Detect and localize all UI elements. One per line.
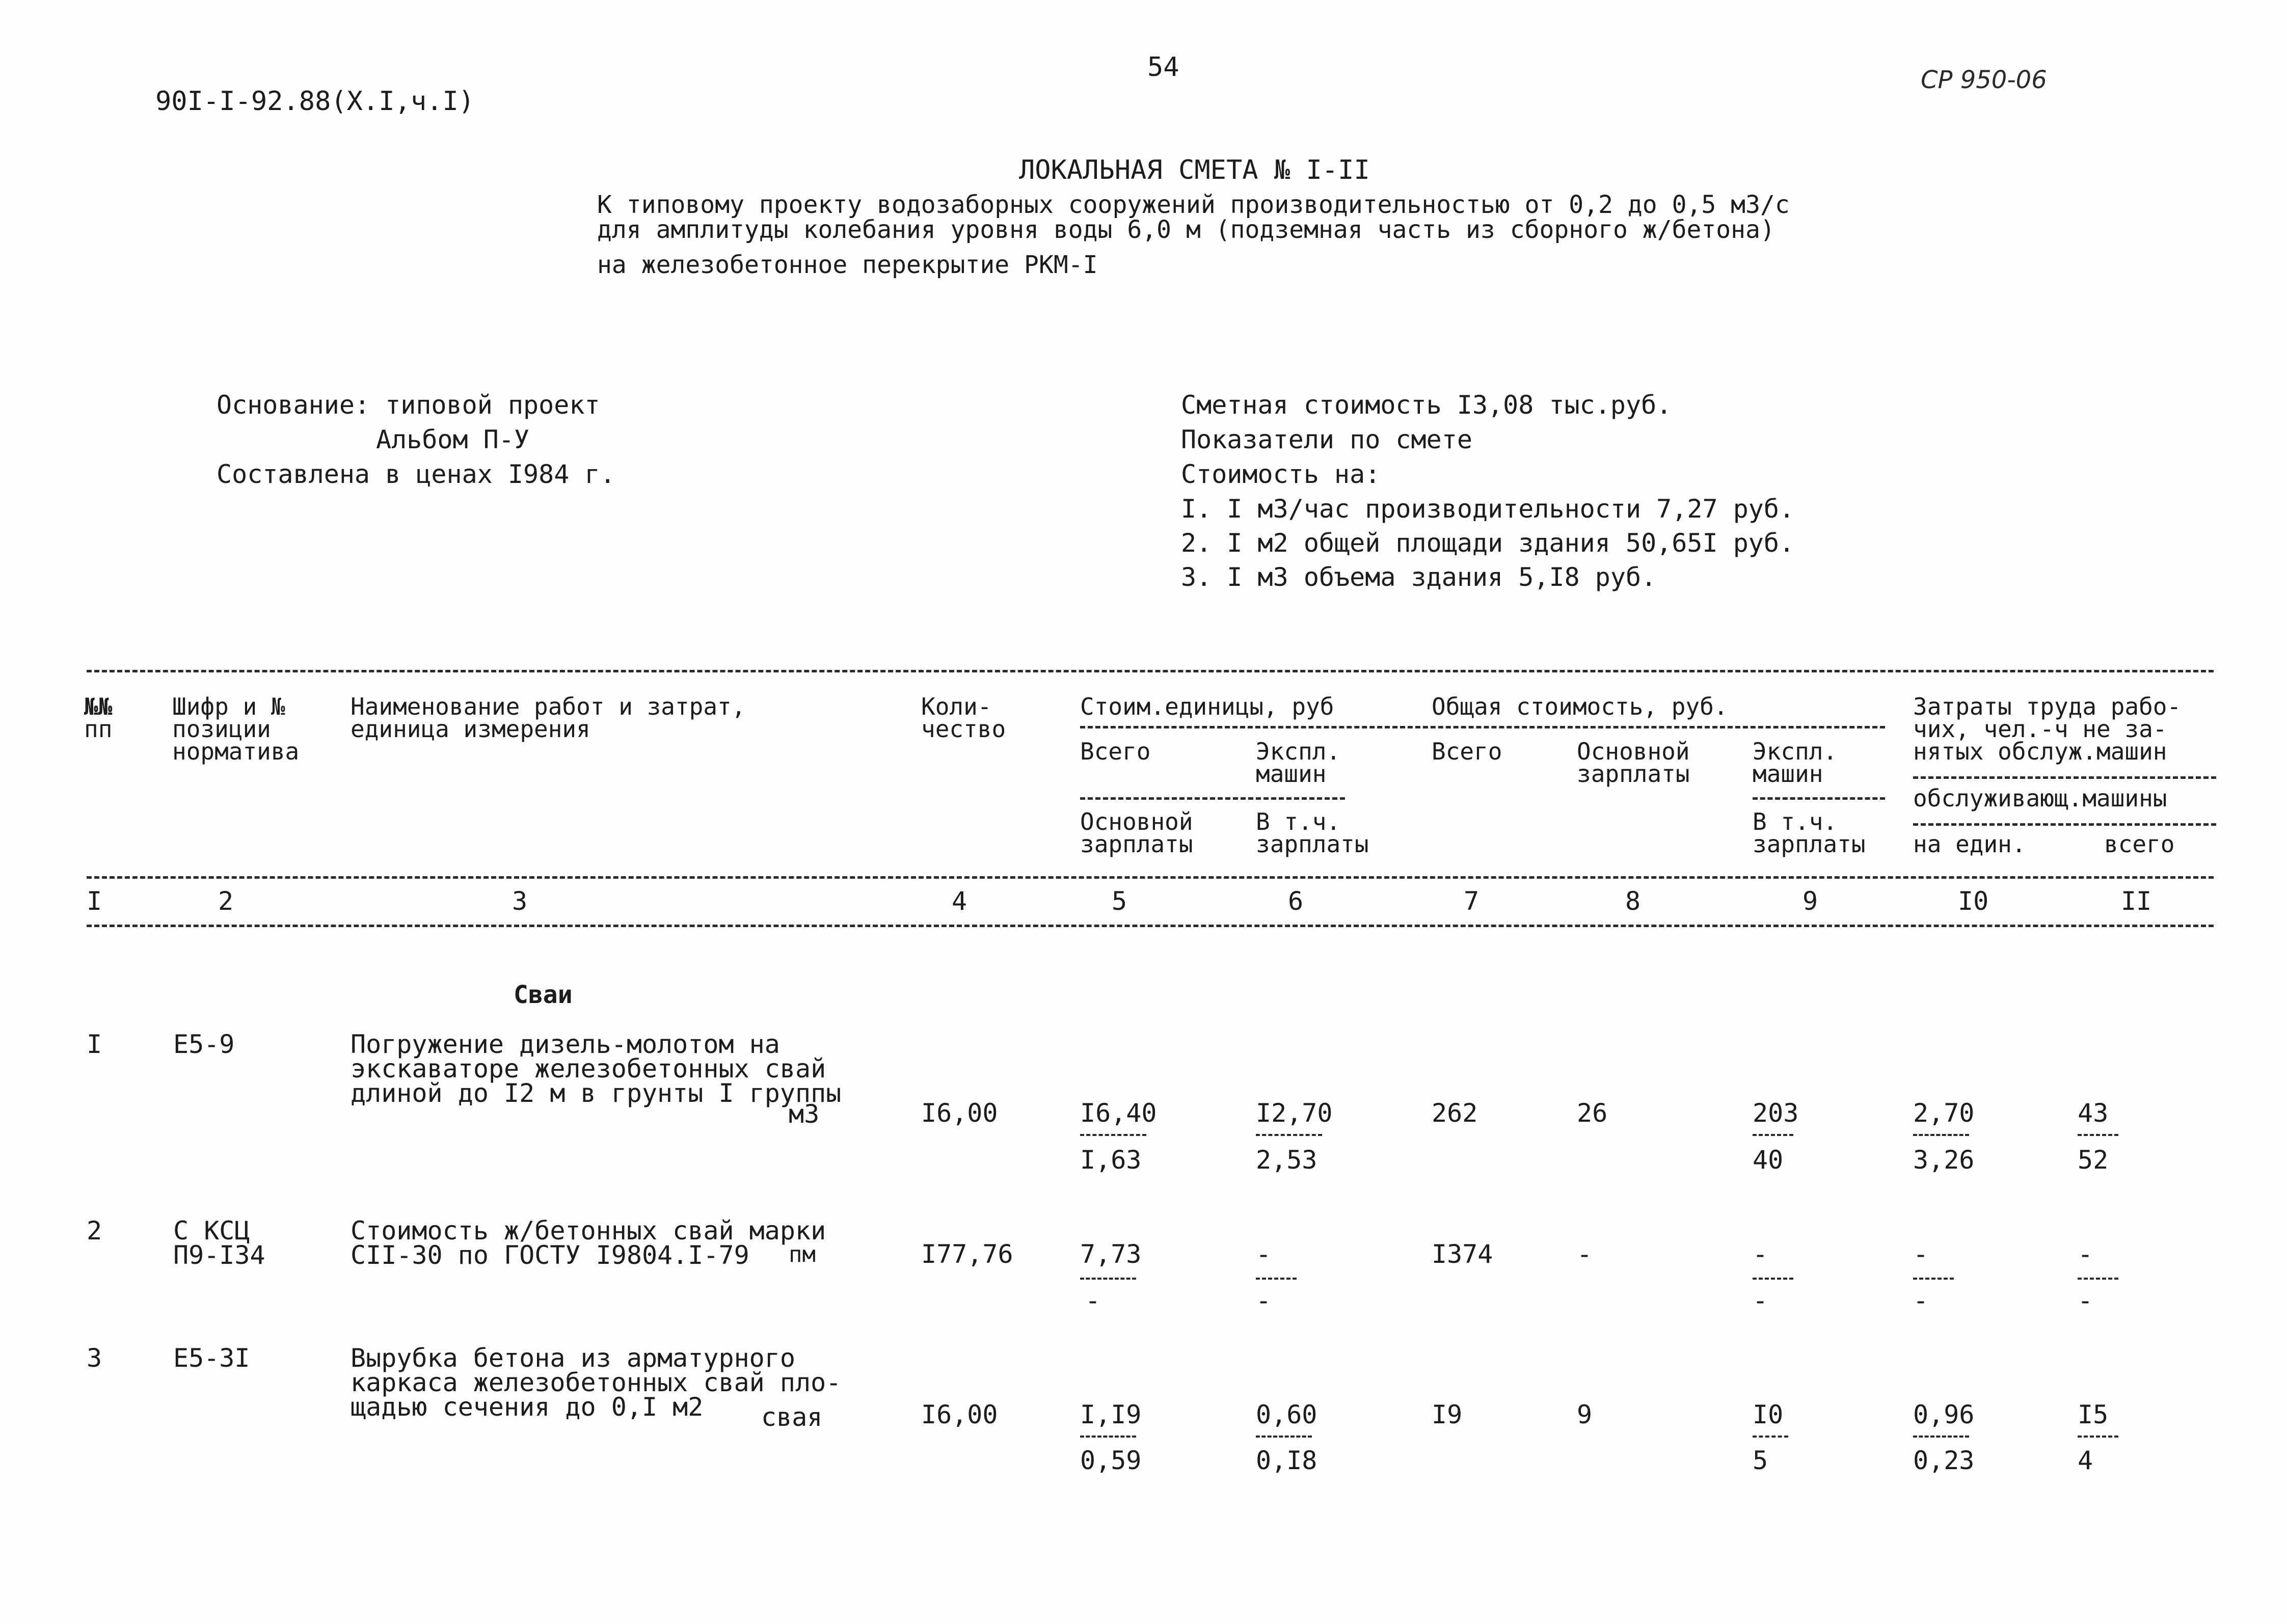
header-total-mach-1: Экспл. bbox=[1753, 738, 1838, 765]
summary-cost-per: Стоимость на: bbox=[1181, 459, 1381, 489]
column-number-9: 9 bbox=[1802, 886, 1818, 916]
row-labor-unit-2: 3,26 bbox=[1913, 1145, 1975, 1175]
sub-rule-unit-cost bbox=[1080, 797, 1345, 800]
column-number-11: II bbox=[2121, 886, 2152, 916]
row-unit-mach: 0,60 bbox=[1256, 1400, 1317, 1429]
row-labor-all-1: - bbox=[2078, 1239, 2093, 1269]
row-labor-all-1: I5 bbox=[2078, 1400, 2109, 1429]
header-code-3: норматива bbox=[172, 738, 300, 765]
row-labor-all-1: 43 bbox=[2078, 1098, 2109, 1128]
row-unit-mach: I2,70 bbox=[1256, 1098, 1333, 1128]
fraction-line bbox=[1256, 1134, 1322, 1136]
row-total-mach-wage: - bbox=[1753, 1286, 1768, 1315]
row-unit-mach-wage: - bbox=[1256, 1286, 1272, 1315]
summary-item-3: 3. I м3 объема здания 5,I8 руб. bbox=[1181, 562, 1657, 592]
row-number: 3 bbox=[87, 1343, 102, 1373]
header-code-2: позиции bbox=[172, 715, 271, 743]
header-unit-incl-1: В т.ч. bbox=[1256, 808, 1341, 835]
header-name-1: Наименование работ и затрат, bbox=[351, 693, 746, 720]
row-unit: м3 bbox=[789, 1099, 820, 1129]
row-quantity: I6,00 bbox=[921, 1400, 998, 1429]
row-total-mach-wage: 40 bbox=[1753, 1145, 1784, 1175]
basis-line-2: Альбом П-У bbox=[376, 425, 530, 454]
group-rule-total-cost bbox=[1080, 726, 1885, 728]
row-unit: пм bbox=[789, 1241, 816, 1267]
row-total: 262 bbox=[1432, 1098, 1478, 1128]
row-total-wage: - bbox=[1577, 1239, 1593, 1269]
row-unit-total: 7,73 bbox=[1080, 1239, 1142, 1269]
column-number-10: I0 bbox=[1958, 886, 1989, 916]
row-name-line-1: Погружение дизель-молотом на bbox=[351, 1030, 780, 1059]
summary-item-1: I. I м3/час производительности 7,27 руб. bbox=[1181, 494, 1795, 524]
row-labor-all-2: - bbox=[2078, 1286, 2093, 1315]
header-unit-wage-2: зарплаты bbox=[1080, 830, 1193, 858]
column-number-6: 6 bbox=[1288, 886, 1304, 916]
project-code: 90I-I-92.88(X.I,ч.I) bbox=[155, 86, 475, 117]
fraction-line bbox=[1913, 1278, 1954, 1280]
column-number-2: 2 bbox=[218, 886, 234, 916]
sub-rule-total-mach bbox=[1753, 797, 1885, 800]
row-code-line-1: Е5-9 bbox=[173, 1030, 235, 1059]
column-number-7: 7 bbox=[1464, 886, 1479, 916]
row-labor-unit-2: 0,23 bbox=[1913, 1446, 1975, 1475]
row-name-line-2: каркаса железобетонных свай пло- bbox=[351, 1368, 842, 1397]
row-name-line-3: щадью сечения до 0,I м2 bbox=[351, 1392, 704, 1422]
row-unit: свая bbox=[761, 1402, 823, 1432]
header-qty-1: Коли- bbox=[921, 693, 992, 720]
row-name-line-1: Стоимость ж/бетонных свай марки bbox=[351, 1216, 826, 1246]
header-total-mach-2: машин bbox=[1753, 760, 1823, 788]
row-unit-mach-wage: 2,53 bbox=[1256, 1145, 1317, 1175]
fraction-line bbox=[1080, 1278, 1136, 1280]
row-number: I bbox=[87, 1030, 102, 1059]
header-qty-2: чество bbox=[921, 715, 1006, 743]
header-labor-4: обслуживающ.машины bbox=[1913, 784, 2167, 812]
header-unit-incl-2: зарплаты bbox=[1256, 830, 1369, 858]
row-total-mach: 203 bbox=[1753, 1098, 1799, 1128]
fraction-line bbox=[1080, 1436, 1136, 1438]
row-code-line-1: С КСЦ bbox=[173, 1216, 250, 1246]
header-unit-wage-1: Основной bbox=[1080, 808, 1193, 835]
sub-rule-labor bbox=[1913, 823, 2216, 826]
header-labor-all: всего bbox=[2104, 830, 2175, 858]
column-number-4: 4 bbox=[952, 886, 967, 916]
summary-indicators: Показатели по смете bbox=[1181, 425, 1472, 454]
basis-line-1: Основание: типовой проект bbox=[217, 390, 600, 420]
header-labor-3: нятых обслуж.машин bbox=[1913, 738, 2167, 765]
header-total-cost: Общая стоимость, руб. bbox=[1432, 693, 1728, 720]
column-number-5: 5 bbox=[1112, 886, 1127, 916]
row-code-line-1: Е5-3I bbox=[173, 1343, 250, 1373]
estimate-subtitle-line-1: К типовому проекту водозаборных сооружений производительностью от 0,2 до 0,5 м3/с bbox=[597, 191, 1790, 219]
column-number-8: 8 bbox=[1625, 886, 1641, 916]
row-labor-unit-2: - bbox=[1913, 1286, 1929, 1315]
row-unit-mach: - bbox=[1256, 1239, 1272, 1269]
fraction-line bbox=[1753, 1134, 1793, 1136]
estimate-title: ЛОКАЛЬНАЯ СМЕТА № I-II bbox=[1019, 155, 1370, 185]
header-unit-mach-2: машин bbox=[1256, 760, 1327, 788]
row-labor-all-2: 52 bbox=[2078, 1145, 2109, 1175]
row-labor-unit-1: - bbox=[1913, 1239, 1929, 1269]
header-unit-cost: Стоим.единицы, руб bbox=[1080, 693, 1334, 720]
fraction-line bbox=[1913, 1436, 1969, 1438]
archive-mark: СР 950-06 bbox=[1921, 66, 2047, 94]
estimate-subtitle-line-3: на железобетонное перекрытие РКМ-I bbox=[597, 251, 1098, 279]
fraction-line bbox=[1753, 1278, 1793, 1280]
fraction-line bbox=[2078, 1134, 2118, 1136]
fraction-line bbox=[1256, 1436, 1312, 1438]
row-unit-total: I6,40 bbox=[1080, 1098, 1157, 1128]
row-unit-total: I,I9 bbox=[1080, 1400, 1142, 1429]
basis-line-3: Составлена в ценах I984 г. bbox=[217, 459, 615, 489]
header-unit-total: Всего bbox=[1080, 738, 1151, 765]
header-name-2: единица измерения bbox=[351, 715, 590, 743]
column-numbers-top-rule bbox=[87, 876, 2214, 879]
summary-item-2: 2. I м2 общей площади здания 50,65I руб. bbox=[1181, 528, 1795, 558]
row-name-line-2: экскаваторе железобетонных свай bbox=[351, 1054, 826, 1084]
row-total-mach: I0 bbox=[1753, 1400, 1784, 1429]
row-labor-unit-1: 0,96 bbox=[1913, 1400, 1975, 1429]
header-code-1: Шифр и № bbox=[172, 693, 285, 720]
row-unit-wage: - bbox=[1085, 1286, 1101, 1315]
header-total-incl-2: зарплаты bbox=[1753, 830, 1866, 858]
header-num-1: №№ bbox=[84, 693, 113, 720]
section-title: Сваи bbox=[514, 981, 573, 1009]
page-number: 54 bbox=[1147, 52, 1179, 83]
header-total-wage-1: Основной bbox=[1577, 738, 1690, 765]
header-num-2: пп bbox=[84, 715, 113, 743]
row-labor-unit-1: 2,70 bbox=[1913, 1098, 1975, 1128]
row-number: 2 bbox=[87, 1216, 102, 1246]
row-quantity: I77,76 bbox=[921, 1239, 1013, 1269]
row-unit-mach-wage: 0,I8 bbox=[1256, 1446, 1317, 1475]
header-labor-1: Затраты труда рабо- bbox=[1913, 693, 2182, 720]
row-total: I374 bbox=[1432, 1239, 1493, 1269]
column-number-3: 3 bbox=[512, 886, 528, 916]
row-name-line-3: длиной до I2 м в грунты I группы bbox=[351, 1078, 842, 1108]
table-top-rule bbox=[87, 670, 2214, 672]
header-unit-mach-1: Экспл. bbox=[1256, 738, 1341, 765]
fraction-line bbox=[1256, 1278, 1297, 1280]
row-total-wage: 26 bbox=[1577, 1098, 1608, 1128]
row-name-line-2: СII-30 по ГОСТУ I9804.I-79 bbox=[351, 1240, 749, 1270]
fraction-line bbox=[1753, 1436, 1788, 1438]
column-numbers-bottom-rule bbox=[87, 925, 2214, 927]
row-total-mach-wage: 5 bbox=[1753, 1446, 1768, 1475]
header-total-incl-1: В т.ч. bbox=[1753, 808, 1838, 835]
row-quantity: I6,00 bbox=[921, 1098, 998, 1128]
header-labor-unit: на един. bbox=[1913, 830, 2026, 858]
group-rule-labor bbox=[1913, 776, 2216, 779]
fraction-line bbox=[2078, 1436, 2118, 1438]
row-total-wage: 9 bbox=[1577, 1400, 1593, 1429]
row-unit-wage: 0,59 bbox=[1080, 1446, 1142, 1475]
estimate-subtitle-line-2: для амплитуды колебания уровня воды 6,0 м (подземная часть из сборного ж/бетона) bbox=[597, 215, 1775, 244]
header-total-all: Всего bbox=[1432, 738, 1502, 765]
row-code-line-2: П9-I34 bbox=[173, 1240, 265, 1270]
fraction-line bbox=[1913, 1134, 1969, 1136]
header-labor-2: чих, чел.-ч не за- bbox=[1913, 715, 2167, 743]
row-labor-all-2: 4 bbox=[2078, 1446, 2093, 1475]
row-total-mach: - bbox=[1753, 1239, 1768, 1269]
summary-cost: Сметная стоимость I3,08 тыс.руб. bbox=[1181, 390, 1672, 420]
header-total-wage-2: зарплаты bbox=[1577, 760, 1690, 788]
fraction-line bbox=[2078, 1278, 2118, 1280]
row-total: I9 bbox=[1432, 1400, 1463, 1429]
row-name-line-1: Вырубка бетона из арматурного bbox=[351, 1343, 795, 1373]
column-number-1: I bbox=[87, 886, 102, 916]
fraction-line bbox=[1080, 1134, 1146, 1136]
row-unit-wage: I,63 bbox=[1080, 1145, 1142, 1175]
